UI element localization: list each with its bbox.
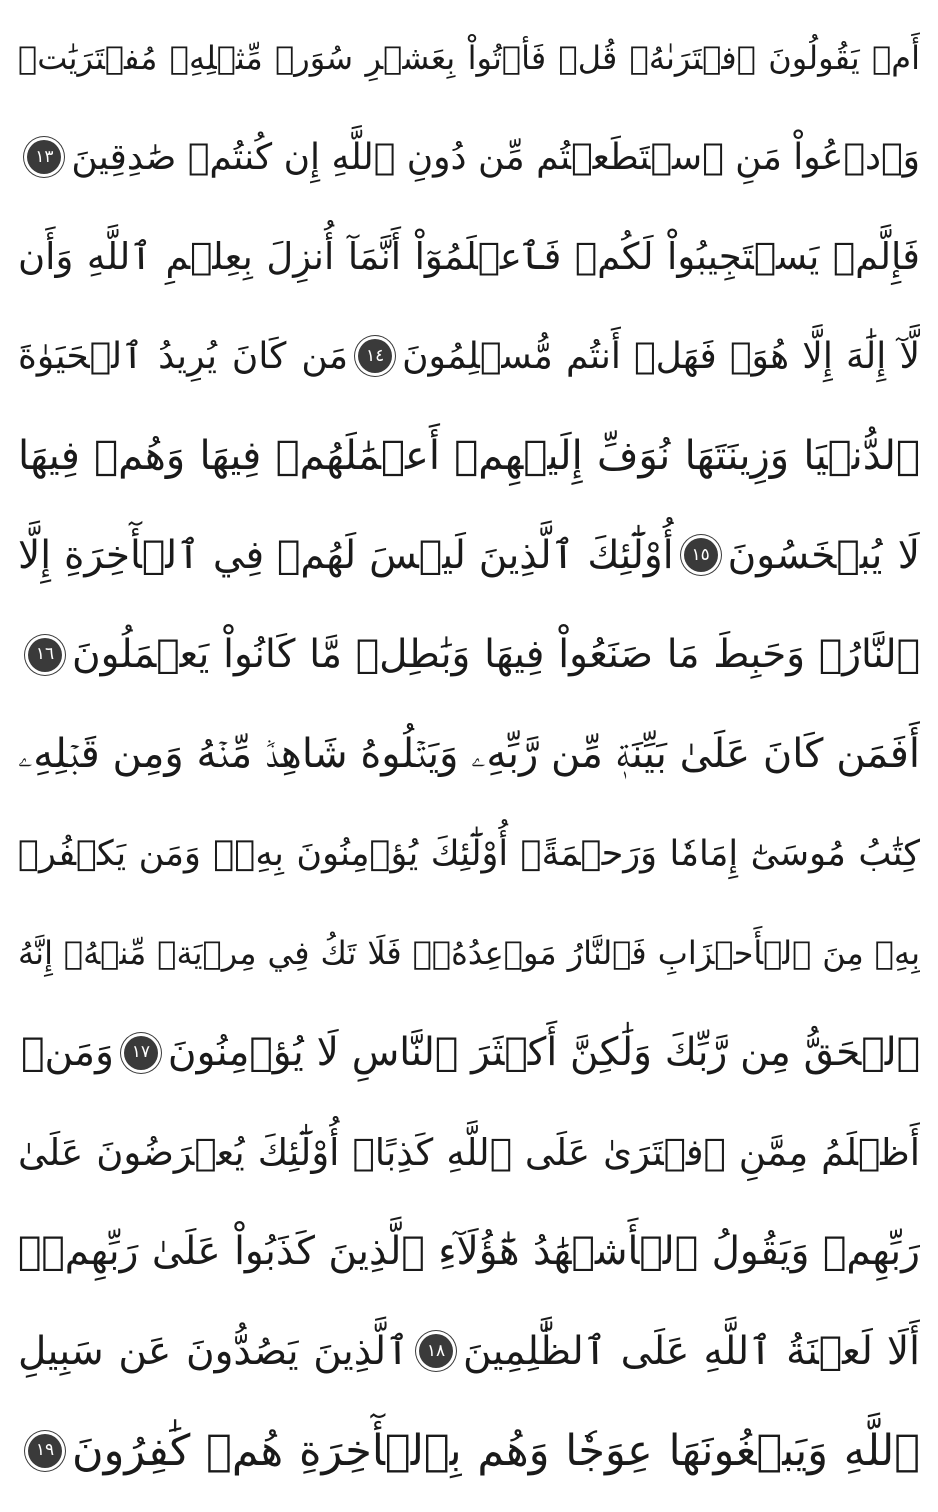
verse-text: بِهِۦ مِنَ ٱلۡأَحۡزَابِ فَٱلنَّارُ مَوۡعِدُهُۥۚ فَلَا تَكُ فِي مِرۡيَةٖ مِّنۡهُۚ إِنَّهُ <box>18 934 920 973</box>
verse-text: ٱلدُّنۡيَا وَزِينَتَهَا نُوَفِّ إِلَيۡهِمۡ أَعۡمَٰلَهُمۡ فِيهَا وَهُمۡ فِيهَا <box>18 432 920 479</box>
verse-line <box>18 804 920 904</box>
ayah-number-marker: ١٨ <box>419 1334 453 1368</box>
verse-text: كِتَٰبُ مُوسَىٰٓ إِمَامٗا وَرَحۡمَةًۚ أُوْلَٰٓئِكَ يُؤۡمِنُونَ بِهِۦۚ وَمَن يَكۡفُرۡ <box>18 833 920 874</box>
ayah-number-marker: ١٧ <box>124 1036 158 1070</box>
verse-text: أُوْلَٰٓئِكَ ٱلَّذِينَ لَيۡسَ لَهُمۡ فِي ٱلۡأٓخِرَةِ إِلَّا <box>18 532 674 578</box>
verse-text: أَلَا لَعۡنَةُ ٱللَّهِ عَلَى ٱلظَّٰلِمِينَ <box>462 1328 920 1374</box>
verse-line <box>18 1103 920 1203</box>
verse-text: مَن كَانَ يُرِيدُ ٱلۡحَيَوٰةَ <box>18 335 349 377</box>
verse-line <box>18 8 920 108</box>
ayah-number-marker: ١٤ <box>358 339 392 373</box>
ayah-number-marker: ١٣ <box>27 140 61 174</box>
verse-text: لَّآ إِلَٰهَ إِلَّا هُوَۖ فَهَلۡ أَنتُم مُّسۡلِمُونَ <box>402 335 920 377</box>
verse-line <box>18 1302 920 1402</box>
verse-text: فَإِلَّمۡ يَسۡتَجِيبُواْ لَكُمۡ فَٱعۡلَمُوٓاْ أَنَّمَآ أُنزِلَ بِعِلۡمِ ٱللَّهِ وَأَن <box>18 235 920 279</box>
verse-line <box>18 506 920 606</box>
verse-line <box>18 207 920 307</box>
verse-text: لَا يُبۡخَسُونَ <box>727 532 920 578</box>
verse-line <box>18 1202 920 1302</box>
mushaf-page <box>18 8 920 1504</box>
verse-line <box>18 307 920 407</box>
verse-line <box>18 406 920 506</box>
verse-text: وَمَنۡ <box>21 1030 114 1076</box>
verse-text: أَظۡلَمُ مِمَّنِ ٱفۡتَرَىٰ عَلَى ٱللَّهِ كَذِبًاۚ أُوْلَٰٓئِكَ يُعۡرَضُونَ عَلَىٰ <box>18 1130 920 1174</box>
verse-line <box>18 108 920 208</box>
verse-text: أَفَمَن كَانَ عَلَىٰ بَيِّنَةٖ مِّن رَّبِّهِۦ وَيَتۡلُوهُ شَاهِدٞ مِّنۡهُ وَمِن قَبۡلِهِۦ <box>18 731 920 778</box>
verse-text: رَبِّهِمۡ وَيَقُولُ ٱلۡأَشۡهَٰدُ هَٰٓؤُلَآءِ ٱلَّذِينَ كَذَبُواْ عَلَىٰ رَبِّهِمۡۚ <box>18 1229 920 1275</box>
verse-line <box>18 605 920 705</box>
ayah-number-marker: ١٦ <box>28 638 62 672</box>
ayah-number-marker: ١٥ <box>684 538 718 572</box>
verse-line <box>18 705 920 805</box>
verse-text: ٱلَّذِينَ يَصُدُّونَ عَن سَبِيلِ <box>18 1328 409 1374</box>
verse-text: أَمۡ يَقُولُونَ ٱفۡتَرَىٰهُۖ قُلۡ فَأۡتُواْ بِعَشۡرِ سُوَرٖ مِّثۡلِهِۦ مُفۡتَرَيَٰتٖ <box>18 38 920 77</box>
verse-line <box>18 904 920 1004</box>
verse-text: وَٱدۡعُواْ مَنِ ٱسۡتَطَعۡتُم مِّن دُونِ ٱللَّهِ إِن كُنتُمۡ صَٰدِقِينَ <box>71 136 920 178</box>
verse-line <box>18 1401 920 1501</box>
verse-line <box>18 1003 920 1103</box>
ayah-number-marker: ١٩ <box>28 1434 62 1468</box>
verse-text: ٱلۡحَقُّ مِن رَّبِّكَ وَلَٰكِنَّ أَكۡثَرَ ٱلنَّاسِ لَا يُؤۡمِنُونَ <box>167 1030 920 1076</box>
verse-text: ٱلنَّارُۖ وَحَبِطَ مَا صَنَعُواْ فِيهَا وَبَٰطِلٞ مَّا كَانُواْ يَعۡمَلُونَ <box>72 632 920 678</box>
verse-text: ٱللَّهِ وَيَبۡغُونَهَا عِوَجٗا وَهُم بِٱلۡأٓخِرَةِ هُمۡ كَٰفِرُونَ <box>72 1425 920 1476</box>
